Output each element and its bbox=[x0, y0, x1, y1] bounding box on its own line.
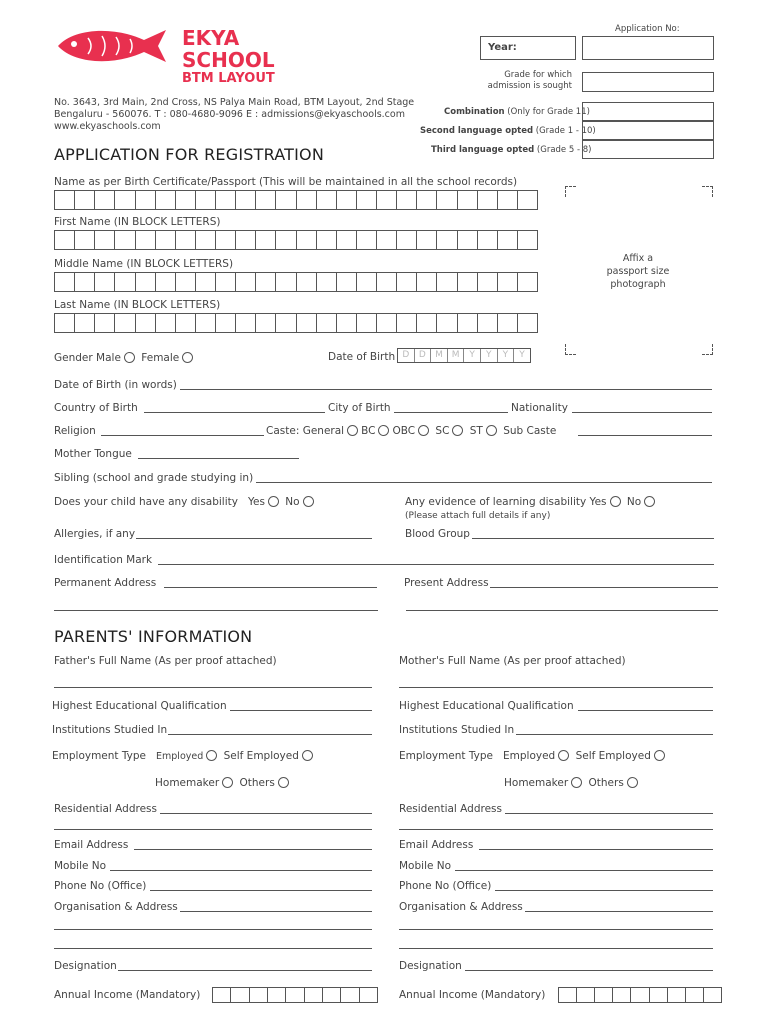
letter-cell[interactable] bbox=[256, 191, 276, 209]
sub-caste-line[interactable] bbox=[578, 435, 712, 436]
letter-cell[interactable] bbox=[437, 191, 457, 209]
male-radio[interactable] bbox=[124, 352, 135, 363]
dob-slot[interactable]: Y bbox=[481, 349, 498, 362]
letter-cell[interactable] bbox=[417, 314, 437, 332]
school-branch: BTM LAYOUT bbox=[182, 71, 275, 86]
mother-tongue-label: Mother Tongue bbox=[54, 448, 132, 460]
letter-cell[interactable] bbox=[360, 988, 377, 1002]
letter-cell[interactable] bbox=[176, 191, 196, 209]
photo-corner-tl bbox=[565, 186, 576, 197]
mother-homemaker-field: Homemaker Others bbox=[504, 777, 641, 789]
letter-cell[interactable] bbox=[478, 314, 498, 332]
letter-cell[interactable] bbox=[95, 314, 115, 332]
religion-label: Religion bbox=[54, 425, 96, 437]
letter-cell[interactable] bbox=[631, 988, 649, 1002]
letter-cell[interactable] bbox=[686, 988, 704, 1002]
letter-cell[interactable] bbox=[95, 273, 115, 291]
father-residential-line1[interactable] bbox=[160, 813, 372, 814]
grade-sought-label: Grade for which admission is sought bbox=[487, 70, 572, 91]
letter-cell[interactable] bbox=[498, 191, 518, 209]
letter-cell[interactable] bbox=[216, 314, 236, 332]
letter-cell[interactable] bbox=[276, 231, 296, 249]
dob-slot[interactable]: D bbox=[398, 349, 415, 362]
letter-cell[interactable] bbox=[55, 231, 75, 249]
allergies-label: Allergies, if any bbox=[54, 528, 136, 540]
letter-cell[interactable] bbox=[478, 231, 498, 249]
dob-slot[interactable]: M bbox=[431, 349, 448, 362]
letter-cell[interactable] bbox=[478, 191, 498, 209]
permanent-address-line2[interactable] bbox=[54, 610, 378, 611]
mother-name-line[interactable] bbox=[399, 687, 713, 688]
mother-institutions-label: Institutions Studied In bbox=[399, 724, 515, 736]
letter-cell[interactable] bbox=[196, 191, 216, 209]
father-email-label: Email Address bbox=[54, 839, 129, 851]
father-email-line[interactable] bbox=[134, 849, 372, 850]
dob-words-label: Date of Birth (in words) bbox=[54, 379, 177, 391]
allergies-line[interactable] bbox=[136, 538, 372, 539]
female-radio[interactable] bbox=[182, 352, 193, 363]
letter-cell[interactable] bbox=[437, 273, 457, 291]
letter-cell[interactable] bbox=[458, 314, 478, 332]
learning-note: (Please attach full details if any) bbox=[405, 511, 551, 521]
mother-phone-line[interactable] bbox=[495, 890, 713, 891]
letter-cell[interactable] bbox=[268, 988, 286, 1002]
father-others-radio[interactable] bbox=[278, 777, 289, 788]
letter-cell[interactable] bbox=[216, 191, 236, 209]
letter-cell[interactable] bbox=[75, 273, 95, 291]
year-label: Year: bbox=[488, 42, 517, 53]
dob-slot[interactable]: Y bbox=[498, 349, 515, 362]
letter-cell[interactable] bbox=[95, 191, 115, 209]
middle-name-row[interactable] bbox=[54, 272, 538, 292]
parents-title: PARENTS' INFORMATION bbox=[54, 627, 253, 646]
letter-cell[interactable] bbox=[317, 314, 337, 332]
letter-cell[interactable] bbox=[518, 191, 537, 209]
nationality-label: Nationality bbox=[511, 402, 569, 414]
dob-words-line[interactable] bbox=[180, 389, 712, 390]
father-homemaker-field: Homemaker Others bbox=[155, 777, 292, 789]
third-lang-label: Third language opted (Grade 5 - 8) bbox=[431, 145, 592, 155]
second-lang-box[interactable] bbox=[582, 121, 714, 140]
letter-cell[interactable] bbox=[458, 191, 478, 209]
sc-radio[interactable] bbox=[452, 425, 463, 436]
obc-radio[interactable] bbox=[418, 425, 429, 436]
father-employed-radio[interactable] bbox=[206, 750, 217, 761]
letter-cell[interactable] bbox=[250, 988, 268, 1002]
present-address-line2[interactable] bbox=[406, 610, 718, 611]
general-radio[interactable] bbox=[347, 425, 358, 436]
dob-slot[interactable]: M bbox=[448, 349, 465, 362]
last-name-label: Last Name (IN BLOCK LETTERS) bbox=[54, 299, 221, 311]
letter-cell[interactable] bbox=[458, 231, 478, 249]
country-birth-label: Country of Birth bbox=[54, 402, 138, 414]
learning-no-radio[interactable] bbox=[644, 496, 655, 507]
letter-cell[interactable] bbox=[297, 273, 317, 291]
letter-cell[interactable] bbox=[236, 273, 256, 291]
photo-corner-tr bbox=[702, 186, 713, 197]
letter-cell[interactable] bbox=[337, 231, 357, 249]
last-name-row[interactable] bbox=[54, 313, 538, 333]
mother-org-line1[interactable] bbox=[525, 911, 713, 912]
letter-cell[interactable] bbox=[417, 191, 437, 209]
present-address-line1[interactable] bbox=[490, 587, 718, 588]
dob-slot[interactable]: D bbox=[415, 349, 432, 362]
letter-cell[interactable] bbox=[437, 231, 457, 249]
letter-cell[interactable] bbox=[595, 988, 613, 1002]
letter-cell[interactable] bbox=[377, 273, 397, 291]
letter-cell[interactable] bbox=[518, 314, 537, 332]
letter-cell[interactable] bbox=[115, 273, 135, 291]
letter-cell[interactable] bbox=[115, 314, 135, 332]
father-qualification-line[interactable] bbox=[230, 710, 372, 711]
letter-cell[interactable] bbox=[498, 273, 518, 291]
letter-cell[interactable] bbox=[518, 273, 537, 291]
mother-employed-radio[interactable] bbox=[558, 750, 569, 761]
letter-cell[interactable] bbox=[478, 273, 498, 291]
letter-cell[interactable] bbox=[337, 191, 357, 209]
letter-cell[interactable] bbox=[397, 191, 417, 209]
mother-institutions-line[interactable] bbox=[516, 734, 713, 735]
father-phone-line[interactable] bbox=[150, 890, 372, 891]
letter-cell[interactable] bbox=[136, 273, 156, 291]
letter-cell[interactable] bbox=[276, 314, 296, 332]
letter-cell[interactable] bbox=[613, 988, 631, 1002]
mother-qualification-label: Highest Educational Qualification bbox=[399, 700, 574, 712]
letter-cell[interactable] bbox=[75, 314, 95, 332]
father-org-label: Organisation & Address bbox=[54, 901, 178, 913]
letter-cell[interactable] bbox=[341, 988, 359, 1002]
letter-cell[interactable] bbox=[317, 191, 337, 209]
letter-cell[interactable] bbox=[115, 231, 135, 249]
letter-cell[interactable] bbox=[216, 231, 236, 249]
caste-field: Caste: General BC OBC SC ST Sub Caste bbox=[266, 425, 557, 437]
gender-field: Gender Male Female bbox=[54, 352, 196, 364]
letter-cell[interactable] bbox=[236, 314, 256, 332]
letter-cell[interactable] bbox=[136, 231, 156, 249]
letter-cell[interactable] bbox=[417, 273, 437, 291]
father-residential-line2[interactable] bbox=[54, 829, 372, 830]
father-designation-line[interactable] bbox=[118, 970, 372, 971]
mother-mobile-line[interactable] bbox=[455, 870, 713, 871]
letter-cell[interactable] bbox=[650, 988, 668, 1002]
mother-mobile-label: Mobile No bbox=[399, 860, 452, 872]
letter-cell[interactable] bbox=[337, 314, 357, 332]
father-homemaker-radio[interactable] bbox=[222, 777, 233, 788]
letter-cell[interactable] bbox=[297, 314, 317, 332]
letter-cell[interactable] bbox=[498, 231, 518, 249]
letter-cell[interactable] bbox=[95, 231, 115, 249]
father-org-line3[interactable] bbox=[54, 948, 372, 949]
letter-cell[interactable] bbox=[377, 191, 397, 209]
mother-residential-line1[interactable] bbox=[505, 813, 713, 814]
letter-cell[interactable] bbox=[317, 273, 337, 291]
dob-slot[interactable]: Y bbox=[519, 350, 525, 360]
letter-cell[interactable] bbox=[231, 988, 249, 1002]
photo-label: Affix a passport size photograph bbox=[606, 253, 670, 290]
father-qualification-label: Highest Educational Qualification bbox=[52, 700, 227, 712]
city-birth-line[interactable] bbox=[394, 412, 508, 413]
letter-cell[interactable] bbox=[323, 988, 341, 1002]
religion-line[interactable] bbox=[101, 435, 264, 436]
letter-cell[interactable] bbox=[305, 988, 323, 1002]
identification-label: Identification Mark bbox=[54, 554, 153, 566]
name-row-1[interactable] bbox=[54, 190, 538, 210]
letter-cell[interactable] bbox=[559, 988, 577, 1002]
father-income-boxes[interactable] bbox=[212, 987, 378, 1003]
father-income-label: Annual Income (Mandatory) bbox=[54, 989, 201, 1001]
father-mobile-line[interactable] bbox=[110, 870, 372, 871]
father-mobile-label: Mobile No bbox=[54, 860, 107, 872]
letter-cell[interactable] bbox=[115, 191, 135, 209]
mother-tongue-line[interactable] bbox=[138, 458, 299, 459]
combination-box[interactable] bbox=[582, 102, 714, 121]
father-phone-label: Phone No (Office) bbox=[54, 880, 147, 892]
letter-cell[interactable] bbox=[286, 988, 304, 1002]
disability-yes-radio[interactable] bbox=[268, 496, 279, 507]
second-lang-label: Second language opted (Grade 1 - 10) bbox=[420, 126, 596, 136]
letter-cell[interactable] bbox=[397, 314, 417, 332]
letter-cell[interactable] bbox=[397, 231, 417, 249]
learning-field: Any evidence of learning disability Yes No bbox=[405, 496, 658, 508]
photo-corner-bl bbox=[565, 344, 576, 355]
letter-cell[interactable] bbox=[498, 314, 518, 332]
dob-label: Date of Birth bbox=[328, 351, 396, 363]
mother-designation-line[interactable] bbox=[465, 970, 713, 971]
mother-name-label: Mother's Full Name (As per proof attached) bbox=[399, 655, 626, 667]
letter-cell[interactable] bbox=[176, 273, 196, 291]
st-radio[interactable] bbox=[486, 425, 497, 436]
mother-email-label: Email Address bbox=[399, 839, 474, 851]
mother-qualification-line[interactable] bbox=[578, 710, 713, 711]
mother-income-boxes[interactable] bbox=[558, 987, 722, 1003]
school-name-line2: SCHOOL bbox=[182, 48, 275, 72]
blood-group-line[interactable] bbox=[472, 538, 714, 539]
letter-cell[interactable] bbox=[75, 191, 95, 209]
letter-cell[interactable] bbox=[357, 191, 377, 209]
letter-cell[interactable] bbox=[176, 314, 196, 332]
letter-cell[interactable] bbox=[156, 273, 176, 291]
combination-label: Combination (Only for Grade 11) bbox=[444, 107, 590, 117]
mother-residential-line2[interactable] bbox=[399, 829, 713, 830]
father-name-label: Father's Full Name (As per proof attached) bbox=[54, 655, 277, 667]
letter-cell[interactable] bbox=[668, 988, 686, 1002]
middle-name-label: Middle Name (IN BLOCK LETTERS) bbox=[54, 258, 234, 270]
grade-sought-box[interactable] bbox=[582, 72, 714, 92]
father-designation-label: Designation bbox=[54, 960, 117, 972]
mother-org-line3[interactable] bbox=[399, 948, 713, 949]
application-no-label: Application No: bbox=[615, 24, 680, 34]
letter-cell[interactable] bbox=[236, 231, 256, 249]
letter-cell[interactable] bbox=[156, 231, 176, 249]
letter-cell[interactable] bbox=[136, 191, 156, 209]
school-address2: Bengaluru - 560076. T : 080-4680-9096 E : admissions@ekyaschools.com bbox=[54, 109, 405, 120]
letter-cell[interactable] bbox=[377, 314, 397, 332]
photo-corner-br bbox=[702, 344, 713, 355]
school-address1: No. 3643, 3rd Main, 2nd Cross, NS Palya Main Road, BTM Layout, 2nd Stage bbox=[54, 97, 415, 108]
first-name-label: First Name (IN BLOCK LETTERS) bbox=[54, 216, 221, 228]
father-org-line1[interactable] bbox=[180, 911, 372, 912]
letter-cell[interactable] bbox=[216, 273, 236, 291]
fish-logo-icon bbox=[54, 26, 170, 66]
mother-self-employed-radio[interactable] bbox=[654, 750, 665, 761]
father-residential-label: Residential Address bbox=[54, 803, 157, 815]
letter-cell[interactable] bbox=[704, 988, 721, 1002]
mother-homemaker-radio[interactable] bbox=[571, 777, 582, 788]
letter-cell[interactable] bbox=[176, 231, 196, 249]
blood-group-label: Blood Group bbox=[405, 528, 470, 540]
mother-residential-label: Residential Address bbox=[399, 803, 502, 815]
sibling-label: Sibling (school and grade studying in) bbox=[54, 472, 254, 484]
letter-cell[interactable] bbox=[156, 191, 176, 209]
name-label: Name as per Birth Certificate/Passport (This will be maintained in all the school records) bbox=[54, 176, 518, 188]
letter-cell[interactable] bbox=[55, 273, 75, 291]
city-birth-label: City of Birth bbox=[328, 402, 391, 414]
letter-cell[interactable] bbox=[55, 191, 75, 209]
disability-no-radio[interactable] bbox=[303, 496, 314, 507]
father-institutions-line[interactable] bbox=[168, 734, 372, 735]
mother-employment-field: Employment Type Employed Self Employed bbox=[399, 750, 668, 762]
third-lang-box[interactable] bbox=[582, 140, 714, 159]
letter-cell[interactable] bbox=[196, 273, 216, 291]
letter-cell[interactable] bbox=[256, 314, 276, 332]
letter-cell[interactable] bbox=[156, 314, 176, 332]
present-address-label: Present Address bbox=[404, 577, 489, 589]
letter-cell[interactable] bbox=[196, 314, 216, 332]
letter-cell[interactable] bbox=[297, 191, 317, 209]
letter-cell[interactable] bbox=[337, 273, 357, 291]
letter-cell[interactable] bbox=[236, 191, 256, 209]
letter-cell[interactable] bbox=[577, 988, 595, 1002]
letter-cell[interactable] bbox=[518, 231, 537, 249]
school-name-line1: EKYA bbox=[182, 26, 240, 50]
father-institutions-label: Institutions Studied In bbox=[52, 724, 168, 736]
dob-boxes[interactable] bbox=[397, 348, 531, 363]
sibling-line[interactable] bbox=[256, 482, 712, 483]
letter-cell[interactable] bbox=[458, 273, 478, 291]
letter-cell[interactable] bbox=[317, 231, 337, 249]
nationality-line[interactable] bbox=[572, 412, 712, 413]
form-title: APPLICATION FOR REGISTRATION bbox=[54, 145, 324, 164]
application-no-box[interactable] bbox=[582, 36, 714, 60]
identification-line[interactable] bbox=[158, 564, 714, 565]
mother-others-radio[interactable] bbox=[627, 777, 638, 788]
permanent-address-line1[interactable] bbox=[164, 587, 377, 588]
bc-radio[interactable] bbox=[378, 425, 389, 436]
father-self-employed-radio[interactable] bbox=[302, 750, 313, 761]
letter-cell[interactable] bbox=[357, 231, 377, 249]
letter-cell[interactable] bbox=[213, 988, 231, 1002]
father-employment-field: Employment Type Employed Self Employed bbox=[52, 750, 316, 763]
letter-cell[interactable] bbox=[417, 231, 437, 249]
letter-cell[interactable] bbox=[357, 273, 377, 291]
mother-phone-label: Phone No (Office) bbox=[399, 880, 492, 892]
letter-cell[interactable] bbox=[397, 273, 417, 291]
father-org-line2[interactable] bbox=[54, 929, 372, 930]
letter-cell[interactable] bbox=[377, 231, 397, 249]
letter-cell[interactable] bbox=[256, 231, 276, 249]
mother-org-line2[interactable] bbox=[399, 929, 713, 930]
learning-yes-radio[interactable] bbox=[610, 496, 621, 507]
father-name-line[interactable] bbox=[54, 687, 372, 688]
permanent-address-label: Permanent Address bbox=[54, 577, 157, 589]
first-name-row[interactable] bbox=[54, 230, 538, 250]
letter-cell[interactable] bbox=[256, 273, 276, 291]
school-website: www.ekyaschools.com bbox=[54, 121, 161, 132]
mother-designation-label: Designation bbox=[399, 960, 462, 972]
mother-income-label: Annual Income (Mandatory) bbox=[399, 989, 546, 1001]
letter-cell[interactable] bbox=[55, 314, 75, 332]
letter-cell[interactable] bbox=[276, 273, 296, 291]
letter-cell[interactable] bbox=[357, 314, 377, 332]
dob-slot[interactable]: Y bbox=[464, 349, 481, 362]
letter-cell[interactable] bbox=[297, 231, 317, 249]
mother-org-label: Organisation & Address bbox=[399, 901, 523, 913]
letter-cell[interactable] bbox=[136, 314, 156, 332]
letter-cell[interactable] bbox=[75, 231, 95, 249]
mother-email-line[interactable] bbox=[479, 849, 713, 850]
letter-cell[interactable] bbox=[196, 231, 216, 249]
letter-cell[interactable] bbox=[437, 314, 457, 332]
disability-field: Does your child have any disability Yes No bbox=[54, 496, 317, 508]
letter-cell[interactable] bbox=[276, 191, 296, 209]
country-birth-line[interactable] bbox=[144, 412, 325, 413]
